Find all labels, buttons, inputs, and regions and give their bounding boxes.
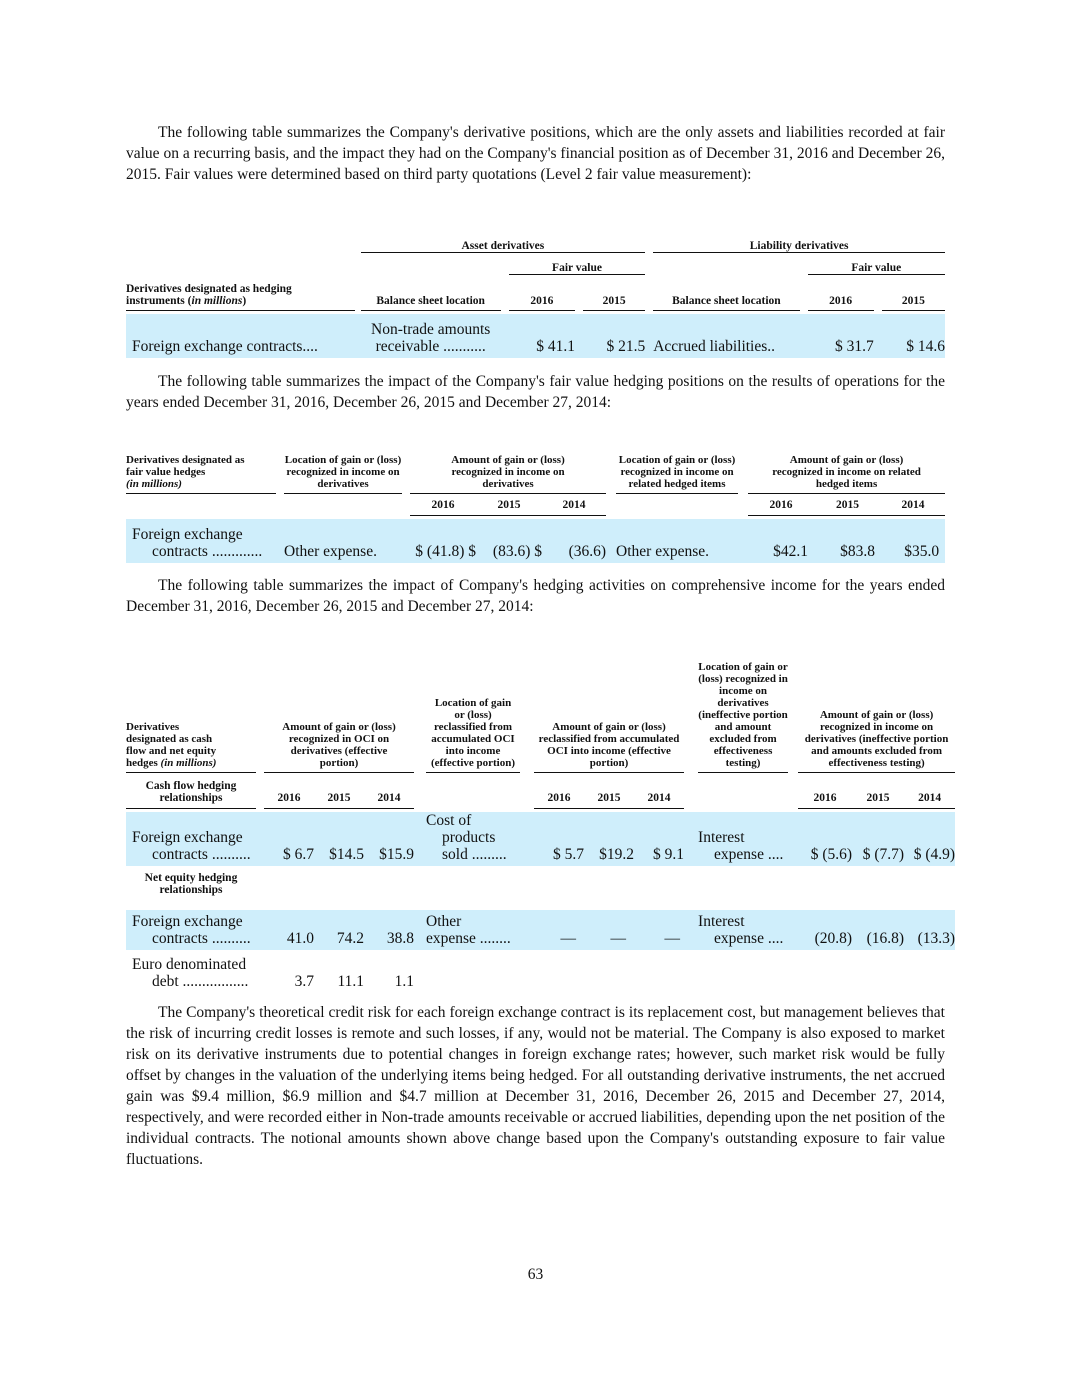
table-row <box>126 314 945 358</box>
row-label: Euro denominated debt ................. <box>132 956 249 990</box>
oci-2016: 41.0 <box>264 910 314 950</box>
ineffective-location-cell: Interest expense .... <box>698 910 788 950</box>
oci-2016: 3.7 <box>294 973 314 990</box>
table-row <box>126 956 955 993</box>
amount-hedged-header: Amount of gain or (loss) recognized in income on related hedged items <box>748 438 945 493</box>
value-2016: $ (41.8) $ <box>410 519 476 563</box>
ineffective-2014: $ (4.9) <box>904 812 955 866</box>
table-row <box>126 519 945 563</box>
asset-2016-value: $ 41.1 <box>509 314 575 358</box>
reclass-2015: — <box>584 910 634 950</box>
hedged-2014: $35.0 <box>881 519 945 563</box>
amount-column-header: Amount of gain or (loss) recognized in income on derivatives <box>410 438 606 493</box>
year-header: 2015 <box>314 772 364 808</box>
liability-location-header: Balance sheet location <box>653 274 799 310</box>
location-hedged-cell: Other expense. <box>616 519 738 563</box>
year-header: 2015 <box>814 493 881 515</box>
page-number: 63 <box>527 1266 544 1283</box>
reclass-2014: $ 9.1 <box>634 812 684 866</box>
ineffective-2015: $ (7.7) <box>852 812 904 866</box>
oci-2015: 74.2 <box>314 910 364 950</box>
asset-2015-header: 2015 <box>583 274 645 310</box>
location-column-header: Location of gain or (loss) recognized in income on derivatives <box>284 438 402 493</box>
oci-2015: $14.5 <box>314 812 364 866</box>
intro-paragraph: The following table summarizes the Company's derivative positions, which are the only assets and liabilities recorded at fair value on a recurring basis, and the impact they had on the Company's financial position as of December 31, 2016 and December 26, 2015. Fair values were determined based on third party quotations (Level 2 fair value measurement): <box>126 124 945 183</box>
row-label: Foreign exchange contracts .......... <box>126 910 256 950</box>
derivative-positions-table <box>126 232 945 358</box>
row-label: Foreign exchange contracts ............. <box>126 519 276 563</box>
oci-2014: 1.1 <box>394 973 415 990</box>
value-2015: (83.6) $ <box>476 519 542 563</box>
fair-value-hedges-table <box>126 438 945 563</box>
asset-2016-header: 2016 <box>509 274 575 310</box>
reclass-2014: — <box>634 910 684 950</box>
year-header: 2015 <box>476 493 542 515</box>
location-cell: Other expense. <box>284 519 402 563</box>
ineffective-2016: $ (5.6) <box>798 812 852 866</box>
year-header: 2016 <box>798 772 852 808</box>
asset-2015-value: $ 21.5 <box>583 314 645 358</box>
reclass-2015: $19.2 <box>584 812 634 866</box>
row-label: Foreign exchange contracts.... <box>126 314 355 358</box>
row-label: Foreign exchange contracts .......... <box>126 812 256 866</box>
oci-amount-header: Amount of gain or (loss) recognized in OCI on derivatives (effective portion) <box>264 634 414 772</box>
ineffective-location-header: Location of gain or (loss) recognized in income on derivatives (ineffective portion and amount excluded from effectiveness testing) <box>698 634 788 772</box>
cash-flow-section-label: Cash flow hedging relationships <box>126 772 256 808</box>
reclass-location-header: Location of gain or (loss) reclassified from accumulated OCI into income (effective portion) <box>426 634 520 772</box>
location-hedged-header: Location of gain or (loss) recognized in income on related hedged items <box>616 438 738 493</box>
ineffective-location-cell: Interest expense .... <box>698 812 788 866</box>
comprehensive-income-table <box>126 634 955 993</box>
year-header: 2016 <box>534 772 584 808</box>
reclass-2016: $ 5.7 <box>534 812 584 866</box>
year-header: 2014 <box>634 772 684 808</box>
reclass-amount-header: Amount of gain or (loss) reclassified from accumulated OCI into income (effective portion) <box>534 634 684 772</box>
table-row <box>126 910 955 950</box>
asset-fair-value-header: Fair value <box>509 252 645 274</box>
year-header: 2016 <box>410 493 476 515</box>
credit-risk-paragraph: The Company's theoretical credit risk for each foreign exchange contract is its replacement cost, but management believes that the risk of incurring credit losses is remote and such losses, if any, would not be material. The Company is also exposed to market risk on its derivative instruments due to potential changes in foreign exchange rates; however, such market risk would be fully offset by changes in the valuation of the underlying items being hedged. For all outstanding derivative instruments, the net accrued gain was $9.4 million, $6.9 million and $4.7 million at December 31, 2016, December 26, 2015 and December 27, 2014, respectively, and were recorded either in Non-trade amounts receivable or accrued liabilities, depending upon the net position of the individual contracts. The notional amounts shown above change based upon the Company's outstanding exposure to fair value fluctuations. <box>126 1004 945 1168</box>
oci-2014: 38.8 <box>364 910 414 950</box>
year-header: 2014 <box>542 493 606 515</box>
liability-2016-header: 2016 <box>808 274 874 310</box>
derivatives-column-header: Derivatives designated as cash flow and net equity hedges (in millions) <box>126 634 256 772</box>
asset-location-header: Balance sheet location <box>361 274 501 310</box>
liability-2015-header: 2015 <box>882 274 945 310</box>
year-header: 2015 <box>584 772 634 808</box>
hedged-2016: $42.1 <box>748 519 814 563</box>
reclass-2016: — <box>534 910 584 950</box>
asset-derivatives-header: Asset derivatives <box>361 232 646 252</box>
year-header: 2014 <box>904 772 955 808</box>
fair-value-paragraph: The following table summarizes the impact of the Company's fair value hedging positions on the results of operations for the years ended December 31, 2016, December 26, 2015 and December 27, 2014: <box>126 373 945 411</box>
liability-2015-value: $ 14.6 <box>882 314 945 358</box>
ineffective-amount-header: Amount of gain or (loss) recognized in income on derivatives (ineffective portion and amounts excluded from effectiveness testing) <box>798 634 955 772</box>
oci-2016: $ 6.7 <box>264 812 314 866</box>
year-header: 2015 <box>852 772 904 808</box>
reclass-location-cell: Other expense ........ <box>426 910 520 950</box>
ineffective-2014: (13.3) <box>904 910 955 950</box>
reclass-location-cell: Cost of products sold ......... <box>426 812 520 866</box>
value-2014: (36.6) <box>542 519 606 563</box>
oci-2015: 11.1 <box>337 973 364 990</box>
net-equity-section-label: Net equity hedging relationships <box>144 872 238 896</box>
liability-location-cell: Accrued liabilities.. <box>653 314 799 358</box>
year-header: 2014 <box>364 772 414 808</box>
derivatives-column-header: Derivatives designated as fair value hedges (in millions) <box>126 438 276 493</box>
oci-2014: $15.9 <box>364 812 414 866</box>
asset-location-cell: Non-trade amounts receivable ........... <box>361 314 501 358</box>
year-header: 2014 <box>881 493 945 515</box>
table-row <box>126 812 955 866</box>
ineffective-2015: (16.8) <box>852 910 904 950</box>
year-header: 2016 <box>748 493 814 515</box>
derivatives-column-header: Derivatives designated as hedging instruments (in millions) <box>126 274 355 310</box>
year-header: 2016 <box>264 772 314 808</box>
hedging-paragraph: The following table summarizes the impact of Company's hedging activities on comprehensive income for the years ended December 31, 2016, December 26, 2015 and December 27, 2014: <box>126 577 945 615</box>
ineffective-2016: (20.8) <box>798 910 852 950</box>
liability-derivatives-header: Liability derivatives <box>653 232 945 252</box>
liability-2016-value: $ 31.7 <box>808 314 874 358</box>
hedged-2015: $83.8 <box>814 519 881 563</box>
liability-fair-value-header: Fair value <box>808 252 945 274</box>
